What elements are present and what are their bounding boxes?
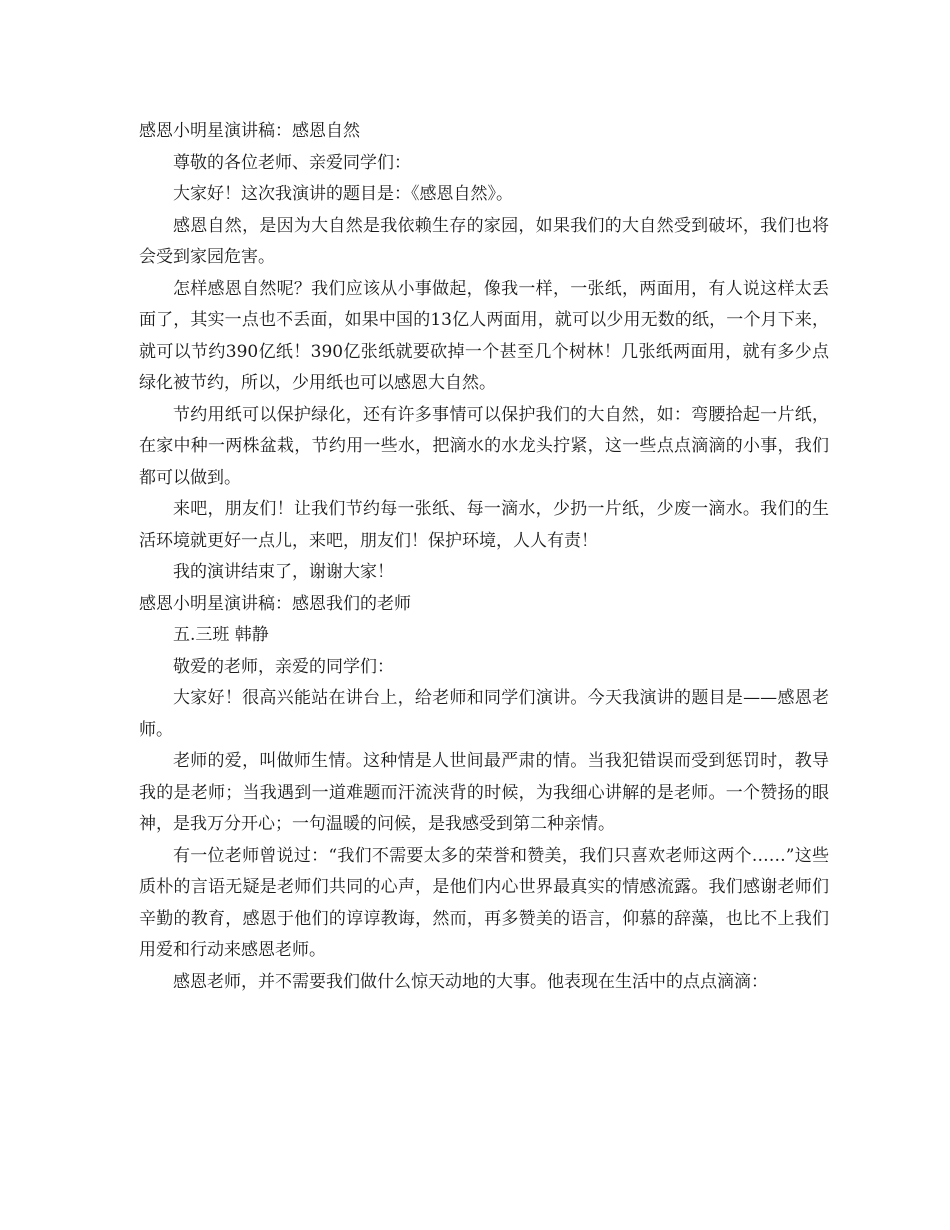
closing-line: 我的演讲结束了，谢谢大家！ xyxy=(173,562,394,582)
paragraph: 感恩自然，是因为大自然是我依赖生存的家园，如果我们的大自然受到破坏，我们也将会受到家园危害。 xyxy=(139,215,829,267)
paragraph: 大家好！这次我演讲的题目是：《感恩自然》。 xyxy=(173,184,513,204)
speech-title-nature: 感恩小明星演讲稿：感恩自然 xyxy=(139,121,360,141)
salutation: 敬爱的老师，亲爱的同学们： xyxy=(173,656,394,677)
author-line: 五.三班 韩静 xyxy=(173,625,269,645)
paragraph: 有一位老师曾说过：“我们不需要太多的荣誉和赞美，我们只喜欢老师这两个……”这些质朴的言语无疑是老师们共同的心声，是他们内心世界最真实的情感流露。我们感谢老师们辛勤的教育，感恩于他们的谆谆教诲，然而，再多赞美的语言，仰慕的辞藻，也比不上我们用爱和行动来感恩老师。 xyxy=(139,845,829,960)
paragraph: 老师的爱，叫做师生情。这种情是人世间最严肃的情。当我犯错误而受到惩罚时，教导我的是老师；当我遇到一道难题而汗流浃背的时候，为我细心讲解的是老师。一个赞扬的眼神，是我万分开心；一句温暖的问候，是我感受到第二种亲情。 xyxy=(139,751,829,834)
document-body xyxy=(139,116,829,998)
paragraph: 大家好！很高兴能站在讲台上，给老师和同学们演讲。今天我演讲的题目是——感恩老师。 xyxy=(139,688,829,740)
paragraph: 感恩老师，并不需要我们做什么惊天动地的大事。他表现在生活中的点点滴滴： xyxy=(173,971,768,992)
salutation: 尊敬的各位老师、亲爱同学们： xyxy=(173,152,411,173)
paragraph: 怎样感恩自然呢？我们应该从小事做起，像我一样，一张纸，两面用，有人说这样太丢面了，其实一点也不丢面，如果中国的13亿人两面用，就可以少用无数的纸，一个月下来，就可以节约390亿纸！390亿张纸就要砍掉一个甚至几个树林！几张纸两面用，就有多少点绿化被节约，所以，少用纸也可以感恩大自然。 xyxy=(139,278,829,393)
speech-title-teacher: 感恩小明星演讲稿：感恩我们的老师 xyxy=(139,593,411,614)
paragraph: 节约用纸可以保护绿化，还有许多事情可以保护我们的大自然，如：弯腰拾起一片纸，在家中种一两株盆栽，节约用一些水，把滴水的水龙头拧紧，这一些点点滴滴的小事，我们都可以做到。 xyxy=(139,404,829,488)
paragraph: 来吧，朋友们！让我们节约每一张纸、每一滴水，少扔一片纸，少废一滴水。我们的生活环境就更好一点儿，来吧，朋友们！保护环境，人人有责！ xyxy=(139,499,829,551)
